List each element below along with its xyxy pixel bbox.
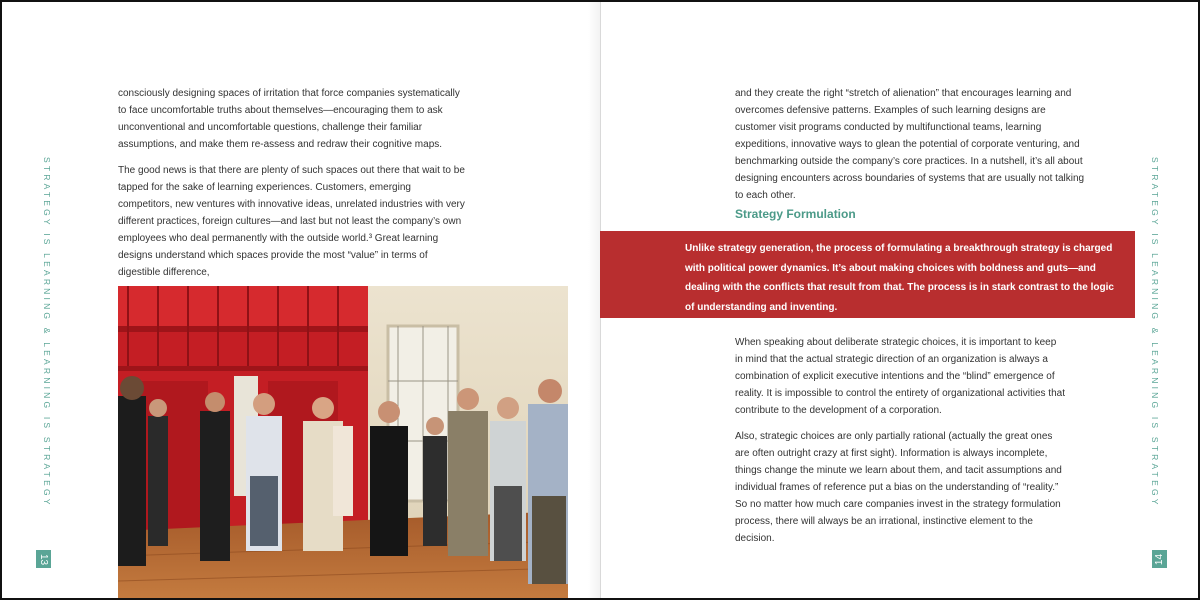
left-paragraph-2: The good news is that there are plenty of such spaces out there that wait to be tapped for the sake of learning experiences. Customers, emerging competitors, new ventures with innovative ideas, unrelated industries with very different practices, foreign cultures—and last but not least the company’s own employees who deal permanently with the outside world.³ Great learning designs understand which spaces provide the most “value” in terms of digestible difference, (118, 165, 465, 278)
left-page-number (36, 550, 51, 568)
right-page-number (1152, 550, 1167, 568)
group-photo-illustration (118, 286, 568, 598)
left-body-text (118, 85, 468, 290)
callout-text: Unlike strategy generation, the process of formulating a breakthrough strategy is charged with political power dynamics. It’s about making choices with boldness and guts—and dealing with the conflicts that result from that. The process is in stark contrast to the logic of understanding and inventing. (685, 243, 1114, 313)
group-photo (118, 286, 568, 598)
right-running-header: STRATEGY IS LEARNING & LEARNING IS STRATEGY (1150, 157, 1160, 508)
callout-box (600, 231, 1135, 318)
right-paragraph-top: and they create the right “stretch of alienation” that encourages learning and overcomes defensive patterns. Examples of such learning designs are customer visit programs conducted by multifunctional teams, learning expeditions, innovative ways to glean the potential of corporate venturing, and benchmarking outside the company’s core practices. In a nutshell, it’s all about designing encounters across boundaries of systems that are usually not talking to each other. (735, 88, 1085, 201)
gutter-shadow (588, 2, 600, 598)
left-page-number-text: 13 (38, 553, 49, 565)
left-paragraph-1: consciously designing spaces of irritation that force companies systematically to face uncomfortable truths about themselves—encouraging them to ask unconventional and uncomfortable questions, challenge their familiar assumptions, and make them re-assess and redraw their cognitive maps. (118, 88, 460, 150)
right-bottom-body-text (735, 334, 1065, 556)
right-page-number-text: 14 (1154, 553, 1165, 565)
right-paragraph-2: Also, strategic choices are only partially rational (actually the great ones are often outright crazy at first sight). Information is always incomplete, things change the minute we learn about them, and tacit assumptions and individual frames of reference put a bias on the understanding of “reality.” So no matter how much care companies invest in the strategy formulation process, there will always be an irrational, instinctive element to the decision. (735, 431, 1062, 544)
left-running-header: STRATEGY IS LEARNING & LEARNING IS STRATEGY (42, 157, 52, 508)
right-paragraph-1: When speaking about deliberate strategic choices, it is important to keep in mind that the actual strategic direction of an organization is always a combination of explicit executive intentions and the “blind” emergence of reality. It is impossible to control the entirety of organizational activities that contribute to the development of a corporation. (735, 337, 1065, 416)
section-heading: Strategy Formulation (735, 207, 856, 221)
right-top-body-text (735, 85, 1087, 213)
